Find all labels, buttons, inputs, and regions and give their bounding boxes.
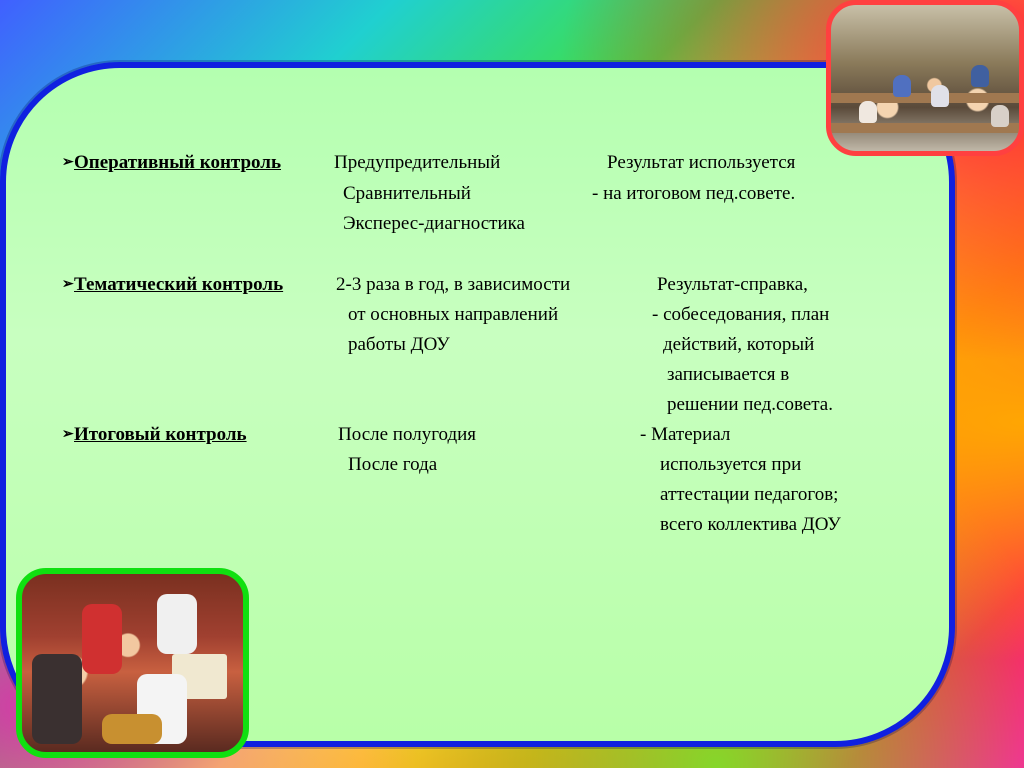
- result-line: решении пед.совета.: [667, 394, 833, 415]
- section-title: Итоговый контроль: [74, 424, 247, 445]
- timing-line: работы ДОУ: [348, 334, 450, 355]
- timing-line: После года: [348, 454, 438, 475]
- result-line: - Материал: [640, 424, 731, 445]
- timing-line: После полугодия: [338, 424, 477, 445]
- result-line: используется при: [660, 454, 802, 475]
- arrow-bullet-icon: ➢: [62, 277, 74, 292]
- timing-line: Эксперес-диагностика: [343, 213, 525, 234]
- section-title: Оперативный контроль: [74, 152, 281, 173]
- result-line: аттестации педагогов;: [660, 484, 839, 505]
- timing-line: от основных направлений: [348, 304, 559, 325]
- timing-line: Предупредительный: [334, 152, 501, 173]
- result-line: записывается в: [667, 364, 790, 385]
- timing-line: Сравнительный: [343, 183, 471, 204]
- result-line: - собеседования, план: [652, 304, 830, 325]
- result-line: всего коллектива ДОУ: [660, 514, 841, 535]
- result-line: Результат-справка,: [657, 274, 808, 295]
- result-line: - на итоговом пед.совете.: [592, 183, 796, 204]
- arrow-bullet-icon: ➢: [62, 427, 74, 442]
- arrow-bullet-icon: ➢: [62, 155, 74, 170]
- result-line: действий, который: [663, 334, 815, 355]
- section-title: Тематический контроль: [74, 274, 284, 295]
- result-line: Результат используется: [607, 152, 796, 173]
- timing-line: 2-3 раза в год, в зависимости: [336, 274, 571, 295]
